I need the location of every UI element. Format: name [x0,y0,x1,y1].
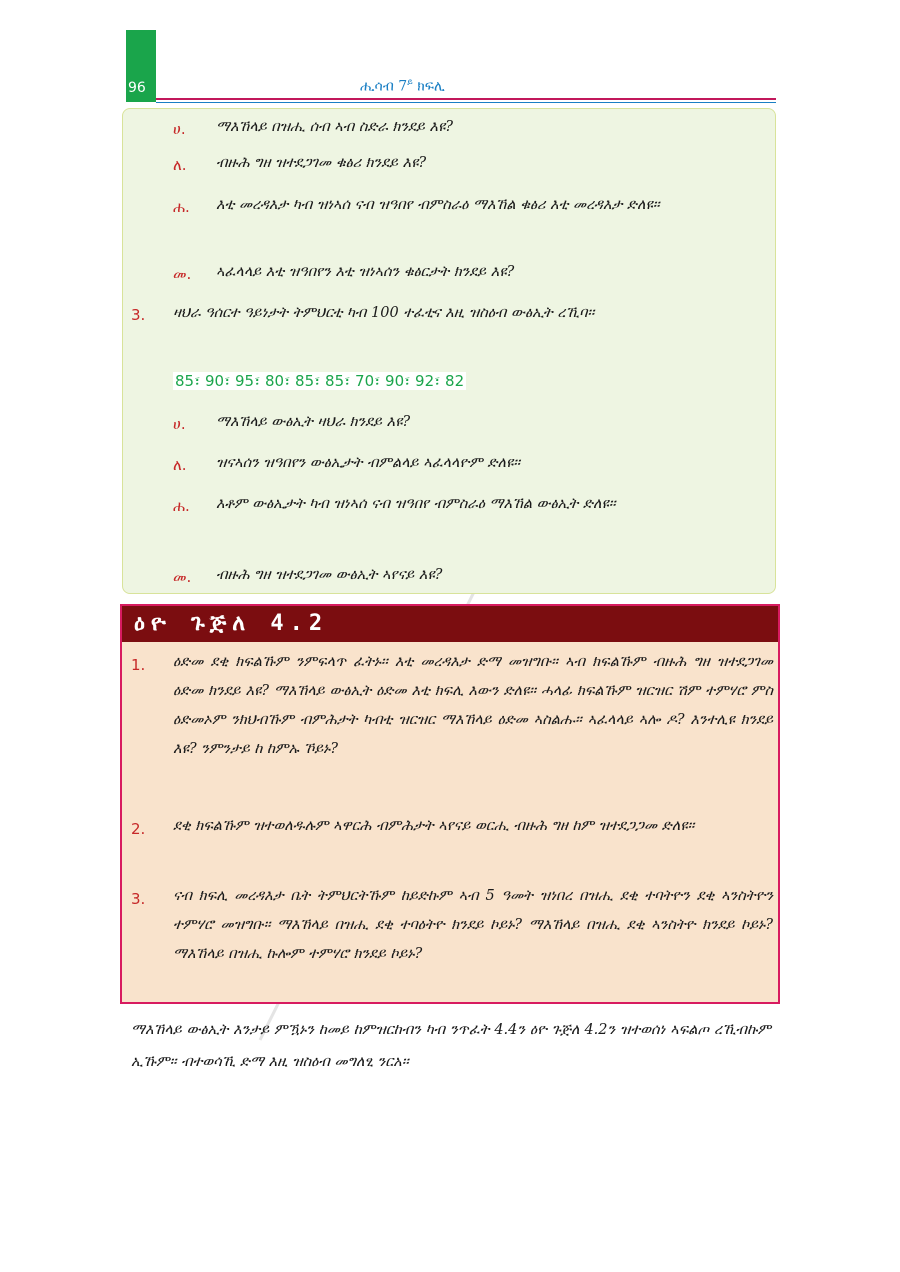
header-title-main: ሒሳብ 7 [360,78,408,95]
task-number: 2. [131,820,146,838]
item-text: ማእኸላይ ውፅኢት ዛህራ ክንደይ እዩ? [216,414,411,430]
item-text: እቶም ውፅኢታት ካብ ዝነኣሰ ናብ ዝዓበየ ብምስራዕ ማእኸል ውፅኢት ድለዩ፡፡ [216,496,616,512]
task-text: ደቂ ክፍልኹም ዝተወለዱሉም ኣዋርሕ ብምሕታት ኣየናይ ወርሒ ብዙሕ ግዘ ከም ዝተደጋጋመ ድለዩ፡፡ [173,818,695,834]
body-paragraph: ማእኸላይ ውፅኢት እንታይ ምዃኑን ከመይ ከምዝርከብን ካብ ንጥፈት 4.4ን ዕዮ ጉጅለ 4.2ን ዝተወሰነ ኣፍልጦ ረኺብኩም ኢኹም፡፡ ብተወሳኺ ድማ እዚ ዝስዕብ መግለፂ ንርአ፡፡ [131,1022,771,1070]
running-header [360,78,445,95]
question-text: ዛህራ ዓሰርተ ዓይነታት ትምህርቲ ካብ 100 ተፈቲና እዚ ዝስዕብ ውፅኢት ረኺባ፡፡ [173,305,595,321]
task-text: ዕድመ ደቂ ክፍልኹም ንምፍላጥ ፈትኑ፡፡ እቲ መረዳእታ ድማ መዝግቡ፡፡ ኣብ ክፍልኹም ብዙሕ ግዘ ዝተደጋገመ ዕድመ ክንደይ እዩ? ማእኸላይ ውፅኢት ዕድመ እቲ ክፍሊ እውን ድለዩ፡፡ ሓላፊ ክፍልኹም ዝርዝር ሽም ተምሃሮ ምስ ዕድመኦም ንክህብኹም ብምሕታት ካብቲ ዝርዝር ማእኸላይ ዕድመ ኣስልሑ፡፡ ኣፈላላይ ኣሎ ዶ? እንተሊዩ ክንደይ እዩ? ንምንታይ ከ ከምኡ ኾይኑ? [173,654,773,757]
item-text: ብዙሕ ግዘ ዝተደጋገመ ውፅኢት ኣየናይ እዩ? [216,567,443,583]
header-title-sup: ይ [407,78,413,88]
task-number: 3. [131,890,146,908]
item-label: ሐ. [173,198,190,216]
question-number: 3. [131,306,146,324]
item-label: ለ. [173,456,187,474]
item-label: መ. [173,265,192,283]
header-rule-magenta [156,98,776,100]
item-text: ኣፈላላይ እቲ ዝዓበየን እቲ ዝነኣሰን ቁፅርታት ክንደይ እዩ? [216,264,515,280]
task-text: ናብ ክፍሊ መረዳእታ ቤት ትምህርትኹም ከይድኩም ኣብ 5 ዓመት ዝነበረ በዝሒ ደቂ ተባትዮን ደቂ ኣንስትዮን ተምሃሮ መዝግቡ፡፡ ማእኸላይ በዝሒ ደቂ ተባዕትዮ ክንደይ ኮይኑ? ማእኸላይ በዝሒ ደቂ ኣንስትዮ ክንደይ ኮይኑ? ማእኸላይ በዝሒ ኩሎም ተምሃሮ ክንደይ ኮይኑ? [173,888,773,962]
item-text: ዝናኣሰን ዝዓበየን ውፅኢታት ብምልላይ ኣፈላላዮም ድለዩ፡፡ [216,455,521,471]
item-text: ብዙሕ ግዘ ዝተደጋገመ ቁፅሪ ክንደይ እዩ? [216,155,427,171]
group-work-heading: ዕዮ ጉጅለ 4.2 [122,606,778,642]
task-number: 1. [131,656,146,674]
score-list: 85፣ 90፣ 95፣ 80፣ 85፣ 85፣ 70፣ 90፣ 92፣ 82 [175,372,465,390]
item-label: ሀ. [173,120,186,138]
item-label: ሐ. [173,497,190,515]
page-number: 96 [128,80,146,96]
exercise-box [122,108,776,594]
item-text: እቲ መረዳእታ ካብ ዝነኣሰ ናብ ዝዓበየ ብምስራዕ ማእኸል ቁፅሪ እቲ መረዳእታ ድለዩ፡፡ [216,197,660,213]
item-label: መ. [173,568,192,586]
item-text: ማእኸላይ በዝሒ ሰብ ኣብ ስድራ ክንደይ እዩ? [216,119,453,135]
header-title-tail: ክፍሊ [412,78,445,95]
item-label: ለ. [173,156,187,174]
header-rule-blue [156,102,776,103]
item-label: ሀ. [173,415,186,433]
